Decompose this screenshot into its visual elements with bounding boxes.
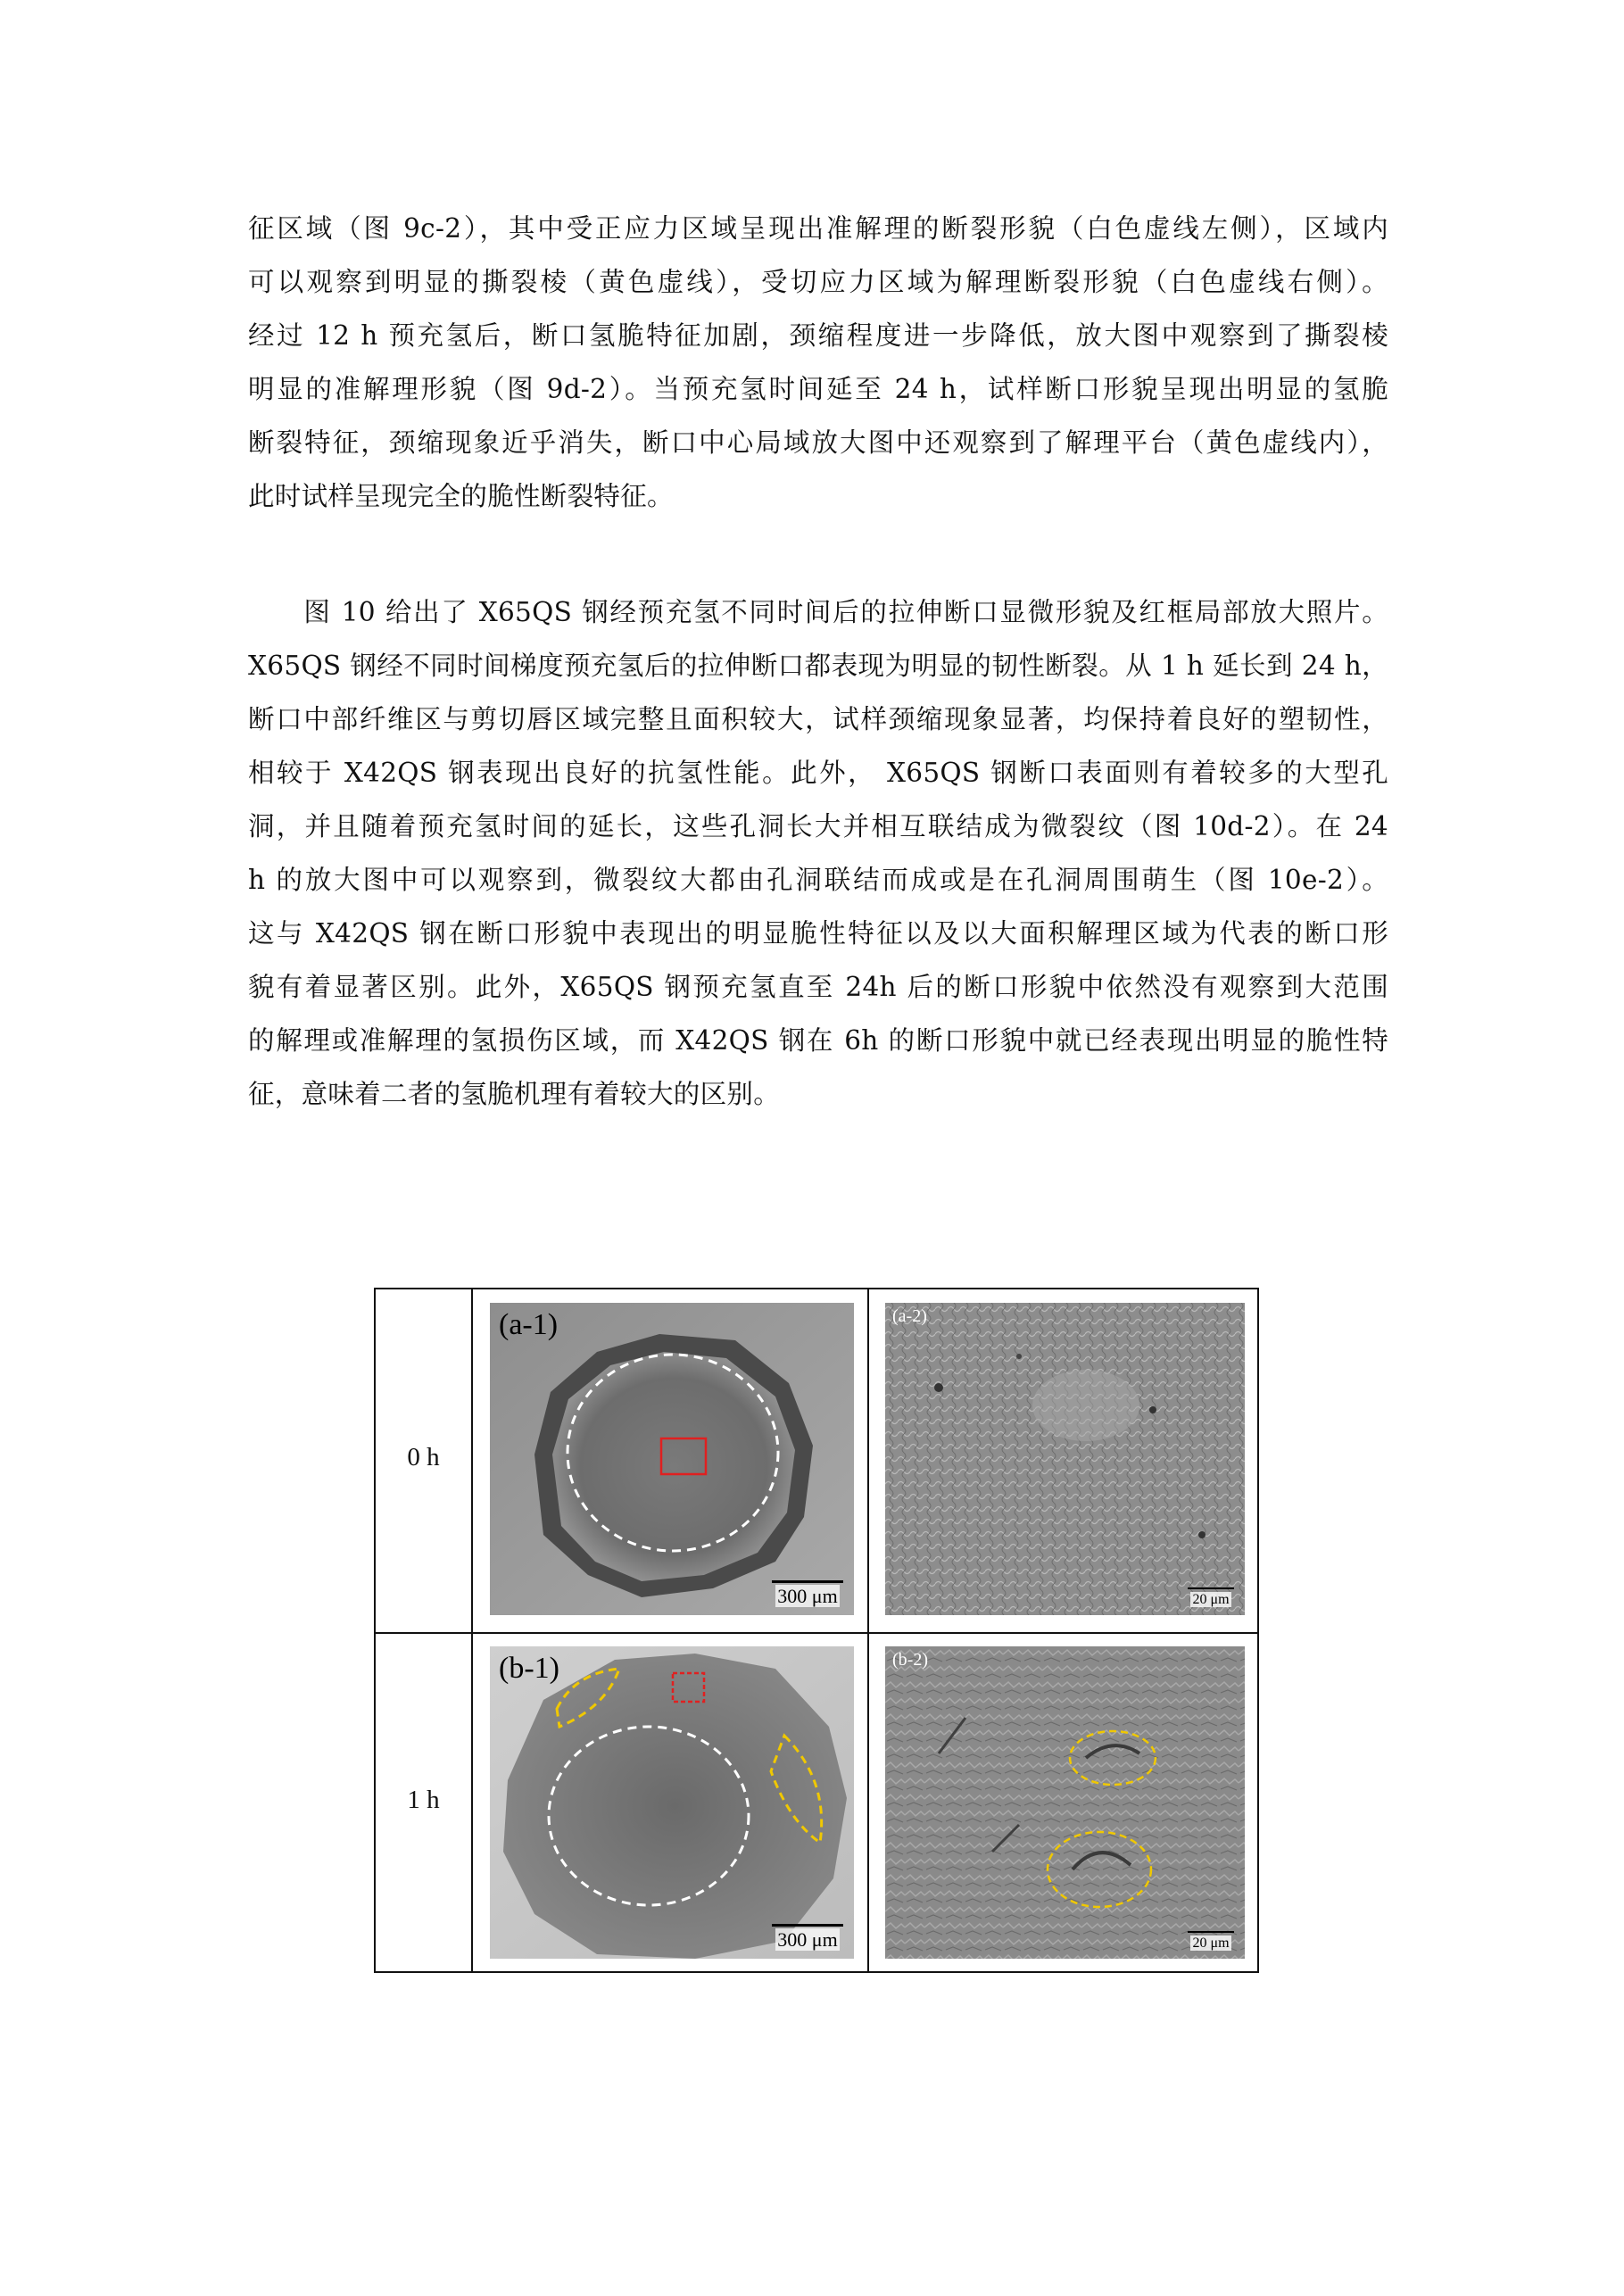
panel-label: (b-2) <box>892 1650 928 1670</box>
panel-label: (a-2) <box>892 1306 927 1326</box>
text-line: 征区域（图 9c-2），其中受正应力区域呈现出准解理的断裂形貌（白色虚线左侧），区域内 <box>248 213 1388 244</box>
table-divider <box>376 1632 1257 1634</box>
table-divider <box>867 1289 869 1971</box>
figure-table <box>374 1288 1259 1973</box>
paragraph-1 <box>248 202 1388 523</box>
text-line: 经过 12 h 预充氢后，断口氢脆特征加剧，颈缩程度进一步降低，放大图中观察到了撕裂棱 <box>248 320 1388 351</box>
paragraph-2 <box>248 585 1388 1121</box>
table-divider <box>471 1289 473 1971</box>
panel-label: (a-1) <box>499 1308 559 1341</box>
row-label-1h: 1 h <box>407 1786 440 1814</box>
text-line: 断裂特征，颈缩现象近乎消失，断口中心局域放大图中还观察到了解理平台（黄色虚线内）， <box>248 427 1388 458</box>
text-line: 图 10 给出了 X65QS 钢经预充氢不同时间后的拉伸断口显微形貌及红框局部放大照片。 <box>248 597 1388 627</box>
text-line: 征，意味着二者的氢脆机理有着较大的区别。 <box>248 1079 781 1109</box>
scale-bar-label: 20 μm <box>1192 1935 1230 1951</box>
text-line: X65QS 钢经不同时间梯度预充氢后的拉伸断口都表现为明显的韧性断裂。从 1 h 延长到 24 h， <box>248 651 1388 681</box>
panel-label: (b-1) <box>499 1652 559 1685</box>
scale-bar-label: 20 μm <box>1192 1592 1230 1607</box>
text-line: 的解理或准解理的氢损伤区域，而 X42QS 钢在 6h 的断口形貌中就已经表现出明显的脆性特 <box>248 1025 1388 1056</box>
sem-image-a1 <box>490 1303 854 1615</box>
text-line: 这与 X42QS 钢在断口形貌中表现出的明显脆性特征以及以大面积解理区域为代表的断口形 <box>248 918 1388 949</box>
text-line: 明显的准解理形貌（图 9d-2）。当预充氢时间延至 24 h，试样断口形貌呈现出明显的氢脆 <box>248 374 1388 404</box>
text-line: 断口中部纤维区与剪切唇区域完整且面积较大，试样颈缩现象显著，均保持着良好的塑韧性， <box>248 704 1388 734</box>
scale-bar-label: 300 μm <box>777 1585 838 1607</box>
sem-image-b1 <box>490 1646 854 1959</box>
text-line: h 的放大图中可以观察到，微裂纹大都由孔洞联结而成或是在孔洞周围萌生（图 10e-2）。 <box>248 865 1388 895</box>
scale-bar <box>1188 1587 1234 1608</box>
scale-bar-label: 300 μm <box>777 1928 838 1951</box>
scale-bar <box>1188 1931 1234 1952</box>
text-line: 可以观察到明显的撕裂棱（黄色虚线），受切应力区域为解理断裂形貌（白色虚线右侧）。 <box>248 267 1388 297</box>
text-line: 貌有着显著区别。此外，X65QS 钢预充氢直至 24h 后的断口形貌中依然没有观察到大范围 <box>248 972 1388 1002</box>
row-label-0h: 0 h <box>407 1443 440 1471</box>
sem-image-b2 <box>885 1646 1245 1959</box>
text-line: 洞，并且随着预充氢时间的延长，这些孔洞长大并相互联结成为微裂纹（图 10d-2）。在 24 <box>248 811 1388 841</box>
scale-bar <box>772 1924 843 1952</box>
scale-bar <box>772 1580 843 1608</box>
sem-image-a2 <box>885 1303 1245 1615</box>
text-line: 相较于 X42QS 钢表现出良好的抗氢性能。此外， X65QS 钢断口表面则有着较多的大型孔 <box>248 758 1388 788</box>
text-line: 此时试样呈现完全的脆性断裂特征。 <box>248 481 674 511</box>
